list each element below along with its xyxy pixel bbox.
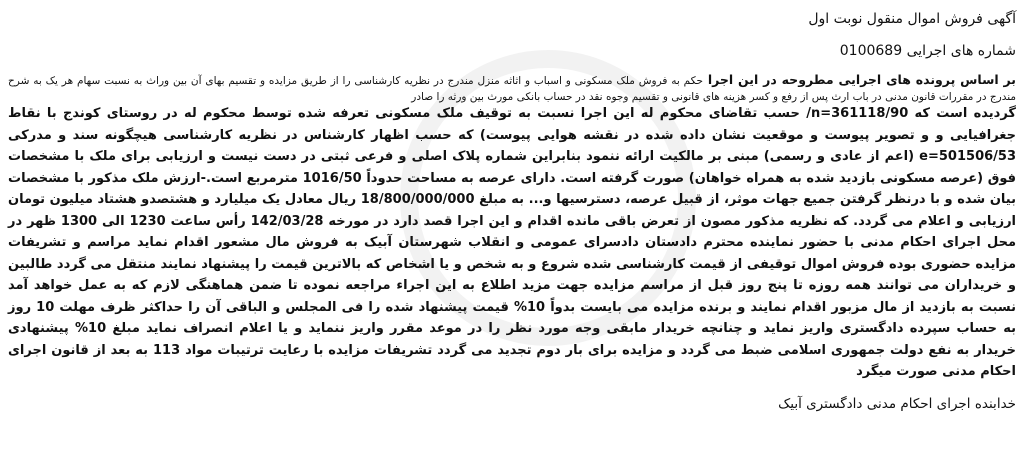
intro-lead: بر اساس پرونده های اجرایی مطروحه در این اجرا [702, 72, 1016, 87]
auction-notice [8, 0, 1016, 415]
intro-paragraph [8, 72, 1016, 105]
case-number: شماره های اجرایی 0100689 [839, 43, 1016, 59]
notice-body: گردیده است که 361118/90=n/ حسب تقاضای محکوم له این اجرا نسبت به توقیف ملک مسکونی تعرفه شده توسط محکوم له در روستای کوندج با نقاط جغرافیایی و و تصویر پیوست و موقعیت نشان داده شده در نقشه هوایی پیوست) که حسب اظهار کارشناس در نظریه کارشناسی هیچگونه سند و مدرکی e=501506/53 (اعم از عادی و رسمی) مبنی بر مالکیت ارائه ننمود بنابراین شماره پلاک اصلی و فرعی ثبتی در دست نیست و ارزیابی برای ملک با مشخصات فوق (عرصه مسکونی بازدید شده به همراه خواهان) صورت گرفته است. دارای عرصه به مساحت حدوداً 1016/50 مترمربع است.-ارزش ملک مذکور با مشخصات بیان شده و با درنظر گرفتن جمیع جهات موثر، از قبیل عرصه، دسترسیها و... به مبلغ 18/800/000/000 ریال معادل یک میلیارد و هشتصدو هشتاد میلیون تومان ارزیابی و اعلام می گردد. که نظریه مذکور مصون از تعرض باقی مانده اقدام و این اجرا قصد دارد در مورخه 142/03/28 رأس ساعت 1230 الی 1300 ظهر در محل اجرای احکام مدنی با حضور نماینده محترم دادستان دادسرای عمومی و انقلاب شهرستان آبیک به فروش مال مشعور اقدام نماید مراسم و تشریفات مزایده حضوری بوده فروش اموال توقیفی از قیمت کارشناسی شده شروع و به شخص و یا اشخاص که بالاترین قیمت را پیشنهاد نمایند منتقل می گردد طالبین و خریداران می توانند همه روزه تا پنج روز قبل از مراسم مزایده جهت مزید اطلاع به این اجراء مراجعه نموده تا ضمن هماهنگی لازم که به عمل خواهد آمد نسبت به بازدید از مال مزبور اقدام نمایند و برنده مزایده می بایست بدواً 10% قیمت پیشنهاد شده را فی المجلس و الباقی آن را حداکثر ظرف مهلت 10 روز به حساب سپرده دادگستری واریز نماید و چنانچه خریدار مابقی وجه مورد نظر را در موعد مقرر واریز ننماید و یا اعلام انصراف نماید مبلغ 10% پیشنهادی خریدار به نفع دولت جمهوری اسلامی ضبط می گردد و مزایده برای بار دوم تجدید می گردد تشریفات مزایده با رعایت ترتیبات مواد 113 به بعد از قانون اجرای احکام مدنی صورت میگرد [8, 106, 1017, 379]
issuer-signature: خدابنده اجرای احکام مدنی دادگستری آبیک [778, 395, 1016, 412]
intro-rest: حکم به فروش ملک مسکونی و اسباب و اثاثه منزل مندرج در نظریه کارشناسی را از طریق مزایده و تقسیم بهای آن بین وراث به نسبت سهام هر یک به شرح مندرج در مقررات قانون مدنی در باب ارث پس از رفع و کسر هزینه های قانونی و تقسیم وجوه نقد در حساب بانکی مورث بین ورثه را صادر [8, 75, 1016, 103]
notice-title: آگهی فروش اموال منقول نوبت اول [808, 11, 1016, 27]
